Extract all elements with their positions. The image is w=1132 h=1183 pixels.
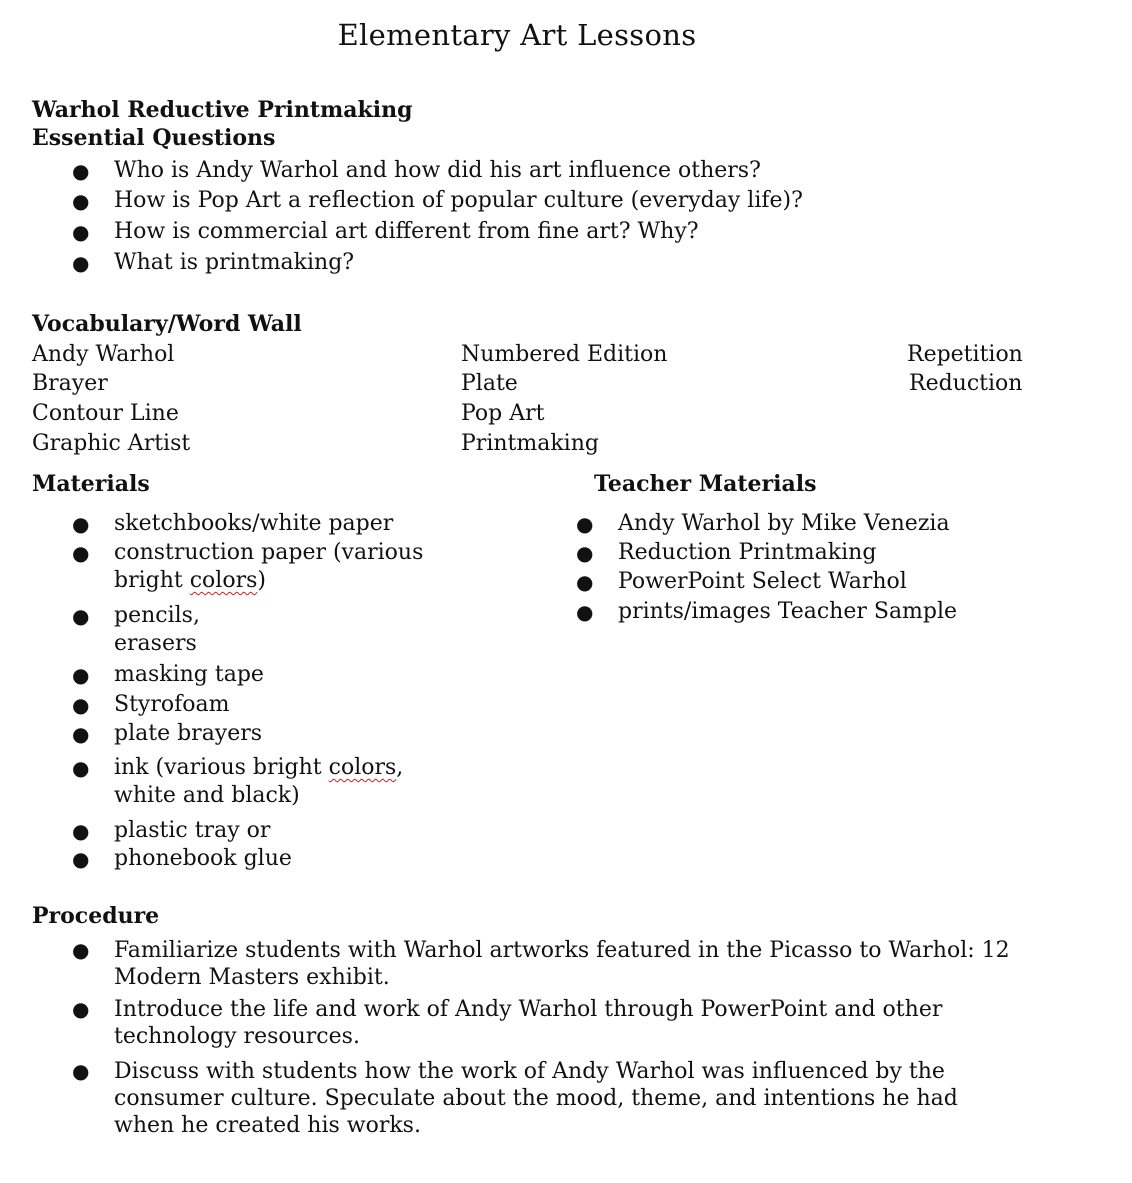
bullet-icon: ● <box>576 600 594 624</box>
bullet-icon: ● <box>72 1059 90 1083</box>
list-item: ● What is printmaking? <box>72 250 355 275</box>
bullet-icon: ● <box>72 663 90 687</box>
list-item: ● masking tape <box>72 662 264 687</box>
vocab-term: Brayer <box>32 371 108 396</box>
bullet-icon: ● <box>72 819 90 843</box>
bullet-icon: ● <box>72 722 90 746</box>
list-item: ● PowerPoint Select Warhol <box>576 569 907 594</box>
bullet-icon: ● <box>72 847 90 871</box>
list-item: ● sketchbooks/white paper <box>72 511 394 536</box>
materials-list <box>32 510 472 873</box>
spellcheck-word: colors <box>328 755 397 780</box>
bullet-icon: ● <box>72 756 90 780</box>
vocab-term: Andy Warhol <box>32 342 175 367</box>
vocab-term: Repetition <box>907 342 1023 367</box>
bullet-icon: ● <box>72 220 90 244</box>
bullet-icon: ● <box>72 512 90 536</box>
list-item: ● Introduce the life and work of Andy Warhol through PowerPoint and other technology resources. <box>72 997 943 1049</box>
vocab-term: Contour Line <box>32 401 179 426</box>
list-item: ● phonebook glue <box>72 846 292 871</box>
bullet-icon: ● <box>72 604 90 628</box>
list-item: ● How is commercial art different from fine art? Why? <box>72 219 699 244</box>
document-title: Elementary Art Lessons <box>337 18 697 52</box>
vocab-term: Graphic Artist <box>32 431 191 456</box>
vocab-term: Reduction <box>909 371 1023 396</box>
bullet-icon: ● <box>576 570 594 594</box>
bullet-icon: ● <box>72 997 90 1021</box>
essential-questions-list <box>32 157 1032 277</box>
vocab-term: Pop Art <box>461 401 545 426</box>
bullet-icon: ● <box>72 541 90 565</box>
bullet-icon: ● <box>72 159 90 183</box>
materials-heading: Materials <box>32 471 150 497</box>
list-item: ● prints/images Teacher Sample <box>576 599 958 624</box>
list-item: ● How is Pop Art a reflection of popular culture (everyday life)? <box>72 188 803 213</box>
list-item: ● Who is Andy Warhol and how did his art influence others? <box>72 158 761 183</box>
list-item: ● plastic tray or <box>72 818 271 843</box>
bullet-icon: ● <box>576 512 594 536</box>
list-item: ● ink (various bright colors, white and black) <box>72 755 404 808</box>
list-item: ● plate brayers <box>72 721 263 746</box>
teacher-materials-heading: Teacher Materials <box>594 471 817 497</box>
lesson-title: Warhol Reductive Printmaking <box>32 97 413 123</box>
bullet-icon: ● <box>576 541 594 565</box>
list-item: ● pencils, erasers <box>72 603 200 656</box>
list-item: ● Familiarize students with Warhol artworks featured in the Picasso to Warhol: 12 Modern Masters exhibit. <box>72 938 1010 990</box>
teacher-materials-list <box>536 510 1096 626</box>
vocab-term: Numbered Edition <box>461 342 668 367</box>
bullet-icon: ● <box>72 693 90 717</box>
vocab-term: Plate <box>461 371 518 396</box>
procedure-list <box>32 937 1032 1139</box>
list-item: ● Discuss with students how the work of Andy Warhol was influenced by the consumer culture. Speculate about the mood, theme, and intentions he had when he created his works. <box>72 1059 958 1138</box>
list-item: ● Styrofoam <box>72 692 230 717</box>
list-item: ● Andy Warhol by Mike Venezia <box>576 511 950 536</box>
essential-questions-heading: Essential Questions <box>32 125 276 151</box>
bullet-icon: ● <box>72 189 90 213</box>
list-item: ● construction paper (various bright colors) <box>72 540 424 593</box>
vocab-term: Printmaking <box>461 431 599 456</box>
procedure-heading: Procedure <box>32 903 160 929</box>
list-item: ● Reduction Printmaking <box>576 540 877 565</box>
vocabulary-heading: Vocabulary/Word Wall <box>32 311 302 337</box>
bullet-icon: ● <box>72 938 90 962</box>
spellcheck-word: colors <box>189 568 258 593</box>
bullet-icon: ● <box>72 251 90 275</box>
